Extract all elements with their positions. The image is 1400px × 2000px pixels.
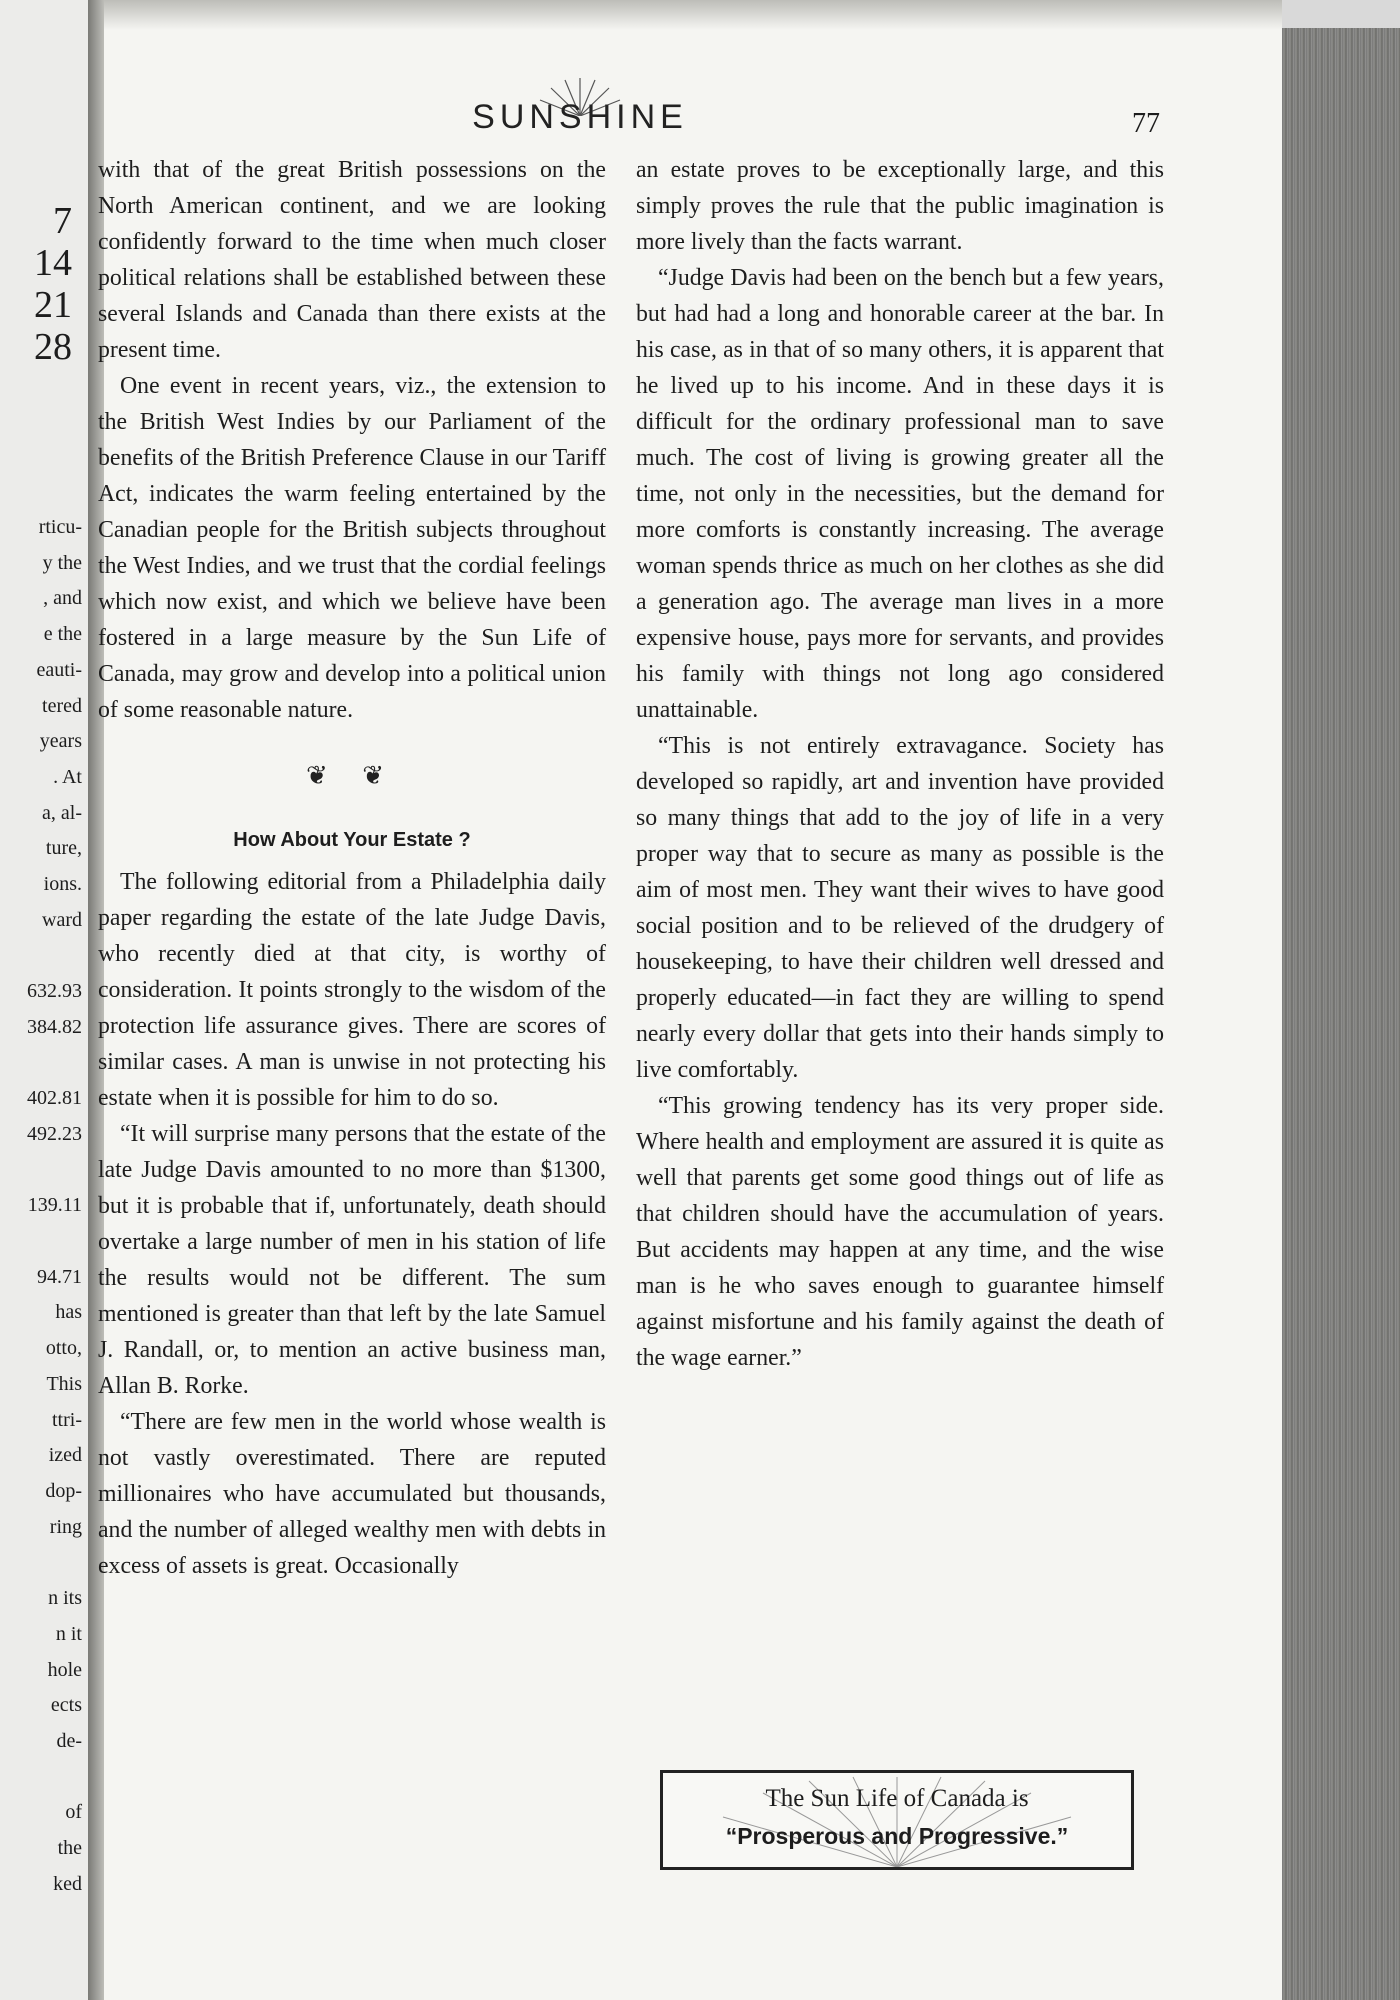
calendar-date: 7 [53,200,72,242]
text-fragment: n its [48,1587,82,1610]
text-fragment: ring [49,1515,82,1538]
text-fragment: rticu- [38,516,82,538]
text-fragment: dop- [45,1479,82,1502]
advertisement-box [660,1770,1134,1870]
text-fragment [27,1545,82,1581]
text-fragment: eauti- [36,658,82,681]
text-fragment: of [65,1801,82,1824]
text-fragment: , and [43,587,82,610]
text-fragment: 492.23 [27,1122,82,1145]
running-header-title: SUNSHINE [472,98,688,136]
previous-page-edge [0,0,91,2000]
calendar-date: 14 [34,242,72,284]
text-fragment: 402.81 [27,1087,82,1110]
right-column [636,152,1164,1376]
calendar-date: 21 [34,284,72,326]
text-fragment: years [39,730,82,753]
ornament-divider-icon: ❦ ❦ [305,761,399,790]
calendar-date: 28 [34,326,72,368]
text-fragment: 94.71 [37,1265,82,1288]
text-fragment: a, al- [42,801,82,824]
paragraph: The following editorial from a Philadelphia daily paper regarding the estate of the late Judge Davis, who recently died at that city, is worthy of consideration. It points strongly to the wisdom of the protection life assurance gives. There are scores of similar cases. A man is unwise in not protecting his estate when it is possible for him to do so. [98,869,606,1111]
advert-line: The Sun Life of Canada is [765,1785,1029,1812]
text-fragment: ture, [45,837,82,860]
text-fragment: otto, [45,1337,82,1360]
paragraph: “It will surprise many persons that the estate of the late Judge Davis amounted to no more than $1300, but it is probable that if, unfortunately, death should overtake a large number of men in his station of life the results would not be different. The sum mentioned is greater than that left by the late Samuel J. Randall, or, to mention an active business man, Allan B. Rorke. [98,1121,606,1399]
text-fragment: 384.82 [27,1015,82,1038]
paragraph: “This is not entirely extravagance. Society has developed so rapidly, art and invention have provided so many things that add to the joy of life in a very proper way that to secure as many as possible is the aim of most men. They want their wives to have good social position and to be relieved of the drudgery of housekeeping, to have their children well dressed and properly educated—in fact they are willing to spend nearly every dollar that gets into their hands simply to live comfortably. [636,733,1164,1083]
text-fragment: n it [55,1622,82,1645]
text-fragment: ions. [43,873,82,896]
left-column [98,152,606,1584]
paragraph: with that of the great British possessions on the North American continent, and we are looking confidently forward to the time when much closer political relations shall be established between these several Islands and Canada than there exists at the present time. [98,157,606,363]
text-fragment [27,1153,82,1189]
text-fragment: ked [53,1872,82,1895]
text-fragment: tered [42,694,82,717]
previous-page-text-fragments [27,510,82,1902]
paragraph: “Judge Davis had been on the bench but a few years, but had had a long and honorable career at the bar. In his case, as in that of so many others, it is apparent that he lived up to his income. And in these days it is difficult for the ordinary professional man to save much. The cost of living is growing greater all the time, not only in the necessities, but the demand for more comforts is constantly increasing. The average woman spends thrice as much on her clothes as she did a generation ago. The average man lives in a more expensive house, pays more for servants, and provides his family with things not long ago considered unattainable. [636,265,1164,723]
text-fragment: ects [50,1694,82,1717]
text-fragment: ward [42,908,82,931]
text-fragment: 139.11 [27,1194,82,1217]
advert-slogan: “Prosperous and Progressive.” [725,1823,1069,1849]
section-heading: How About Your Estate ? [233,829,471,851]
text-fragment: ized [48,1444,82,1467]
paragraph: One event in recent years, viz., the extension to the British West Indies by our Parliament of the benefits of the British Preference Clause in our Tariff Act, indicates the warm feeling entertained by the Canadian people for the British subjects throughout the West Indies, and we trust that the cordial feelings which now exist, and which we believe have been fostered in a large measure by the Sun Life of Canada, may grow and develop into a political union of some reasonable nature. [98,373,606,723]
text-fragment: has [55,1301,82,1324]
calendar-fragment [0,200,80,368]
text-fragment: de- [56,1729,82,1752]
text-fragment [27,1760,82,1796]
text-fragment: e the [43,623,82,646]
paragraph: “There are few men in the world whose wealth is not vastly overestimated. There are reputed millionaires who have accumulated but thousands, and the number of alleged wealthy men with debts in excess of assets is great. Occasionally [98,1409,606,1579]
text-fragment: This [46,1372,82,1395]
paragraph: “This growing tendency has its very proper side. Where health and employment are assured it is quite as well that parents get some good things out of life as that children should have the accumulation of years. But accidents may happen at any time, and the wise man is he who saves enough to guarantee himself against misfortune and his family against the death of the wage earner.” [636,1093,1164,1371]
text-fragment: y the [42,551,82,574]
text-fragment [27,938,82,974]
text-fragment: . At [53,765,82,788]
text-fragment: ttri- [52,1408,82,1431]
page-number: 77 [1132,108,1160,139]
book-page-edges [1282,28,1400,2000]
text-fragment: the [57,1837,82,1860]
text-fragment: 632.93 [27,980,82,1003]
text-fragment: hole [47,1658,82,1681]
text-fragment [27,1046,82,1082]
text-fragment [27,1224,82,1260]
paragraph: an estate proves to be exceptionally large, and this simply proves the rule that the public imagination is more lively than the facts warrant. [636,157,1164,255]
page-top-shadow [104,0,1282,30]
